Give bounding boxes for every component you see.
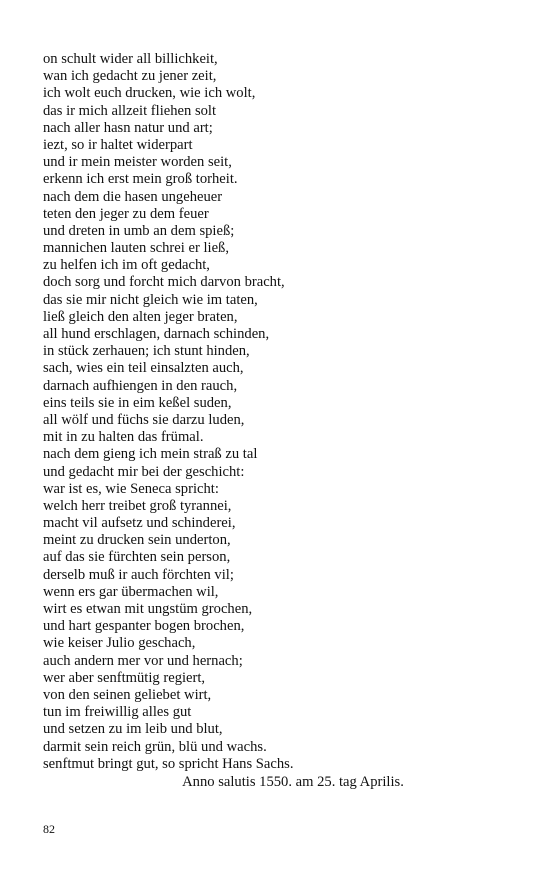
poem-line: das ir mich allzeit fliehen solt	[43, 102, 217, 119]
poem-line: eins teils sie in eim keßel suden,	[43, 394, 232, 411]
poem-line: auch andern mer vor und hernach;	[43, 652, 243, 669]
poem-line: von den seinen geliebet wirt,	[43, 686, 212, 703]
poem-line: und hart gespanter bogen brochen,	[43, 618, 245, 635]
poem-line: mit in zu halten das frümal.	[43, 429, 204, 446]
poem-line: in stück zerhauen; ich stunt hinden,	[43, 343, 250, 360]
poem-line: wirt es etwan mit ungstüm grochen,	[43, 601, 253, 617]
poem-line: sach, wies ein teil einsalzten auch,	[43, 360, 244, 377]
poem-line: auf das sie fürchten sein person,	[43, 549, 231, 566]
poem-line: darnach aufhiengen in den rauch,	[43, 377, 238, 394]
colophon-date: Anno salutis 1550. am 25. tag Aprilis.	[182, 774, 404, 790]
poem-line: derselb muß ir auch förchten vil;	[43, 566, 234, 583]
poem-line: mannichen lauten schrei er ließ,	[43, 240, 229, 257]
poem-line: wie keiser Julio geschach,	[43, 635, 196, 652]
poem-line: und setzen zu im leib und blut,	[43, 721, 223, 738]
poem-line: tun im freiwillig alles gut	[43, 704, 192, 721]
poem-line: macht vil aufsetz und schinderei,	[43, 515, 236, 532]
poem-line: und gedacht mir bei der geschicht:	[43, 463, 245, 480]
poem-line: erkenn ich erst mein groß torheit.	[43, 171, 238, 188]
poem-line: ich wolt euch drucken, wie ich wolt,	[43, 85, 256, 102]
poem-line: wenn ers gar übermachen wil,	[43, 583, 219, 600]
poem-line: und ir mein meister worden seit,	[43, 154, 232, 171]
page-number: 82	[43, 822, 55, 836]
poem-line: wer aber senftmütig regiert,	[43, 669, 206, 686]
poem-line: teten den jeger zu dem feuer	[43, 205, 209, 222]
poem-line: nach aller hasn natur und art;	[43, 119, 213, 136]
poem-line: senftmut bringt gut, so spricht Hans Sachs.	[43, 755, 294, 772]
poem-line: nach dem gieng ich mein straß zu tal	[43, 446, 258, 463]
poem-line: zu helfen ich im oft gedacht,	[43, 257, 210, 274]
poem-line: nach dem die hasen ungeheuer	[43, 188, 223, 205]
poem-line: und dreten in umb an dem spieß;	[43, 222, 235, 239]
poem-line: meint zu drucken sein underton,	[43, 532, 231, 549]
poem-line: doch sorg und forcht mich darvon bracht,	[43, 274, 285, 291]
poem-line: war ist es, wie Seneca spricht:	[43, 480, 219, 497]
poem-line: iezt, so ir haltet widerpart	[43, 136, 193, 153]
poem-text	[43, 51, 294, 773]
poem-line: wan ich gedacht zu jener zeit,	[43, 68, 217, 85]
poem-line: all wölf und füchs sie darzu luden,	[43, 411, 245, 428]
poem-line: all hund erschlagen, darnach schinden,	[43, 326, 270, 342]
poem-line: ließ gleich den alten jeger braten,	[43, 308, 238, 325]
poem-line: on schult wider all billichkeit,	[43, 51, 218, 67]
poem-line: darmit sein reich grün, blü und wachs.	[43, 738, 267, 755]
poem-line: welch herr treibet groß tyrannei,	[43, 497, 232, 514]
poem-line: das sie mir nicht gleich wie im taten,	[43, 291, 258, 308]
